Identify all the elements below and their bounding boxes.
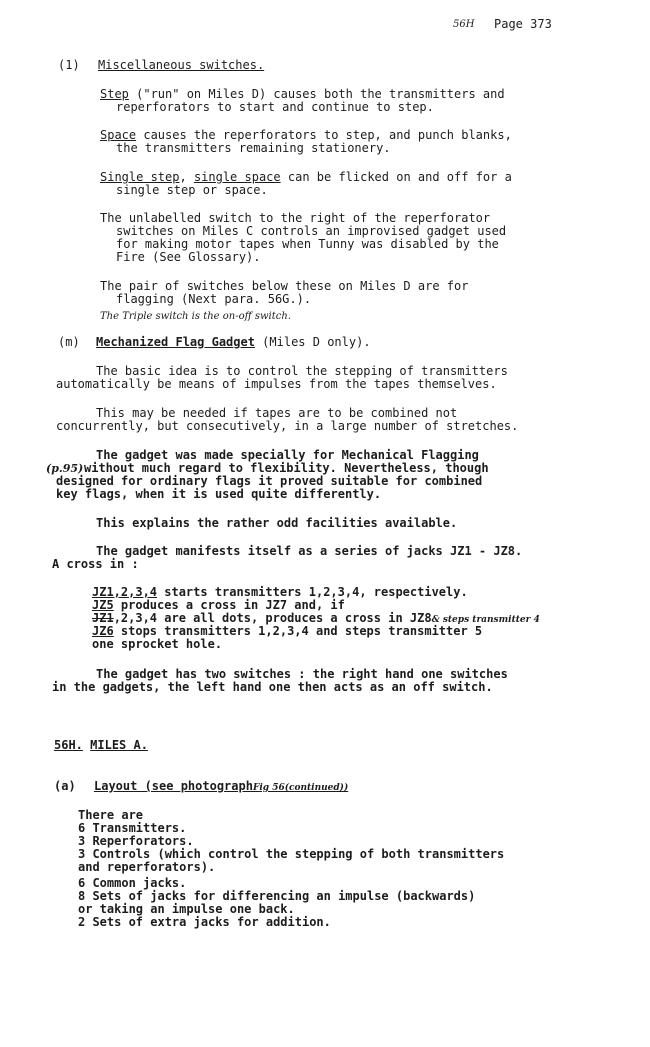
jz5b-handwritten-addition: & steps transmitter 4: [431, 615, 540, 625]
layout-intro: There are: [78, 808, 144, 822]
single-comma: ,: [179, 170, 194, 184]
section-m-title: Mechanized Flag Gadget: [96, 335, 255, 349]
unlabelled-switch-line: for making motor tapes when Tunny was disabled by the: [116, 237, 499, 251]
section-56h-title: MILES A.: [90, 738, 148, 752]
para-switches-line: The gadget has two switches : the right hand one switches: [96, 667, 508, 681]
section-l-title: Miscellaneous switches.: [98, 58, 265, 72]
para-basic-idea-line: The basic idea is to control the stepping of transmitters: [96, 364, 508, 378]
jack-jz5-line: [92, 598, 345, 612]
single-step-paragraph-line2: single step or space.: [116, 183, 268, 197]
section-reference-handwritten: 56H: [453, 19, 475, 30]
section-a-handwritten-ref: Fig 56(continued)): [252, 783, 349, 793]
handwritten-note: The Triple switch is the on-off switch.: [100, 311, 291, 322]
jz5b-text: ,2,3,4 are all dots, produces a cross in JZ8: [113, 611, 432, 625]
section-56h-number: 56H.: [54, 738, 83, 752]
unlabelled-switch-line: The unlabelled switch to the right of the reperforator: [100, 211, 491, 225]
jz5-text: produces a cross in JZ7 and, if: [113, 598, 345, 612]
step-paragraph-line1: [100, 87, 505, 101]
pair-switches-line: The pair of switches below these on Miles D are for: [100, 279, 469, 293]
jack-jz6-line2: one sprocket hole.: [92, 637, 223, 651]
step-line1-text: ("run" on Miles D) causes both the transmitters and: [128, 87, 505, 101]
jz5-term: JZ5: [92, 598, 114, 612]
unlabelled-switch-line: Fire (See Glossary).: [116, 250, 261, 264]
para-switches-line: in the gadgets, the left hand one then acts as an off switch.: [52, 680, 493, 694]
layout-item: 3 Controls (which control the stepping of both transmitters: [78, 847, 505, 861]
single-step-paragraph-line1: [100, 170, 512, 184]
layout-item: 6 Common jacks.: [78, 876, 187, 890]
para-tapes-line: concurrently, but consecutively, in a large number of stretches.: [56, 419, 519, 433]
space-paragraph-line2: the transmitters remaining stationery.: [116, 141, 391, 155]
para-basic-idea-line: automatically be means of impulses from the tapes themselves.: [56, 377, 497, 391]
para-gadget-line: The gadget was made specially for Mechanical Flagging: [96, 448, 479, 462]
section-m-marker: (m): [58, 335, 80, 349]
section-m-title-suffix: (Miles D only).: [254, 335, 371, 349]
jack-jz1-line: [92, 585, 468, 599]
jack-jz6-line: [92, 624, 482, 638]
jz1-term: JZ1,2,3,4: [92, 585, 158, 599]
margin-page-reference: (p.95): [46, 462, 84, 475]
section-56h-heading: [54, 738, 148, 752]
single-space-term: single space: [193, 170, 281, 184]
jz1-text: starts transmitters 1,2,3,4, respectively.: [157, 585, 468, 599]
step-term: Step: [100, 87, 129, 101]
layout-item: 6 Transmitters.: [78, 821, 187, 835]
single-step-term: Single step: [100, 170, 180, 184]
space-line1-text: causes the reperforators to step, and punch blanks,: [136, 128, 512, 142]
space-paragraph-line1: [100, 128, 512, 142]
section-l-marker: (1): [58, 58, 80, 72]
unlabelled-switch-line: switches on Miles C controls an improvised gadget used: [116, 224, 507, 238]
layout-item: and reperforators).: [78, 860, 216, 874]
space-term: Space: [100, 128, 137, 142]
section-a-heading: [94, 779, 348, 795]
step-paragraph-line2: reperforators to start and continue to step.: [116, 100, 434, 114]
para-jacks-line: The gadget manifests itself as a series of jacks JZ1 - JZ8.: [96, 544, 523, 558]
jz5b-struck-term: JZ1: [92, 611, 114, 625]
para-tapes-line: This may be needed if tapes are to be combined not: [96, 406, 458, 420]
layout-item: 8 Sets of jacks for differencing an impulse (backwards): [78, 889, 476, 903]
para-explains: This explains the rather odd facilities available.: [96, 516, 458, 530]
section-a-title: Layout (see photograph: [94, 779, 253, 793]
page-number: Page 373: [494, 17, 552, 31]
layout-item: or taking an impulse one back.: [78, 902, 295, 916]
para-gadget-line: key flags, when it is used quite differently.: [56, 487, 382, 501]
layout-item: 2 Sets of extra jacks for addition.: [78, 915, 331, 929]
section-m-heading: [96, 335, 371, 349]
pair-switches-line: flagging (Next para. 56G.).: [116, 292, 312, 306]
single-line1-text: can be flicked on and off for a: [280, 170, 512, 184]
layout-item: 3 Reperforators.: [78, 834, 194, 848]
para-gadget-line: without much regard to flexibility. Nevertheless, though: [84, 461, 489, 475]
jz6-text: stops transmitters 1,2,3,4 and steps transmitter 5: [113, 624, 483, 638]
para-gadget-line: designed for ordinary flags it proved suitable for combined: [56, 474, 483, 488]
section-a-marker: (a): [54, 779, 76, 793]
para-jacks-line: A cross in :: [52, 557, 139, 571]
jz6-term: JZ6: [92, 624, 114, 638]
